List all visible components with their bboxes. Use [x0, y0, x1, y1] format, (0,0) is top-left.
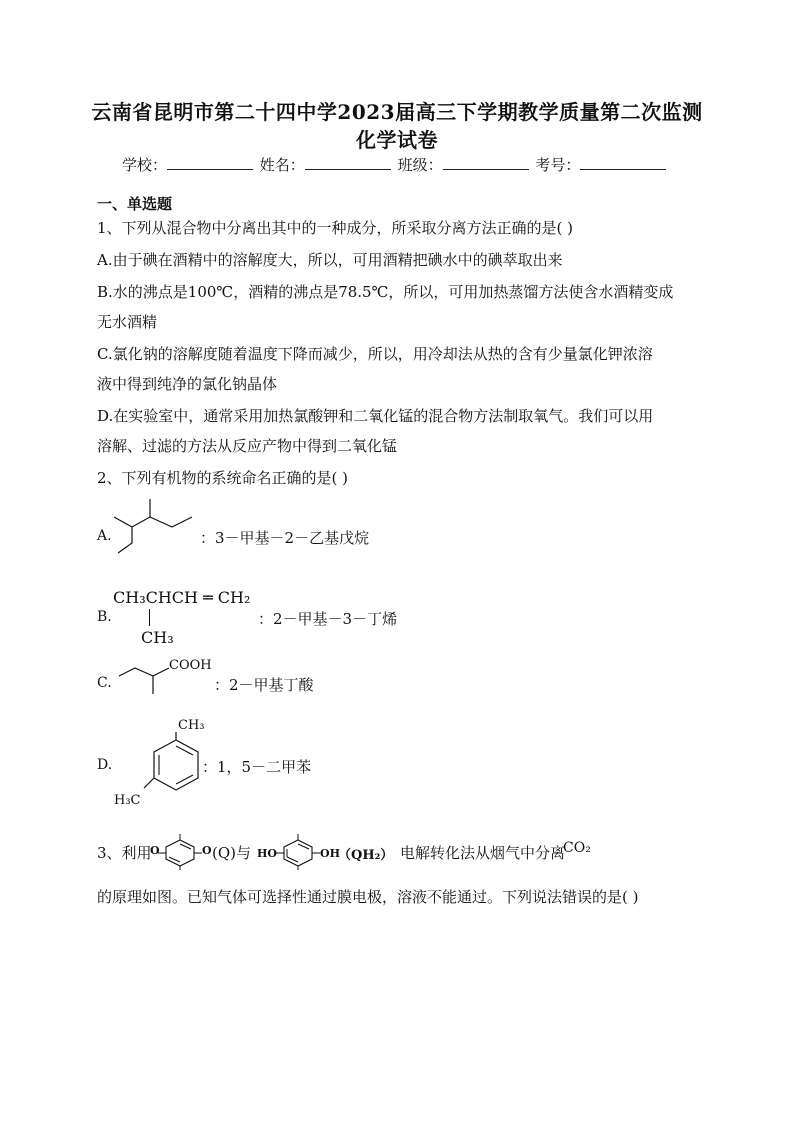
q2-option-b-bond-line: [149, 609, 150, 626]
q2-option-c-skeletal-structure: [115, 662, 175, 700]
q1-option-d-line2: 溶解、过滤的方法从反应产物中得到二氧化锰: [97, 437, 398, 455]
q3-stem-middle: 电解转化法从烟气中分离: [400, 844, 566, 862]
section-title: 一、单选题: [97, 195, 173, 213]
q3-stem-start: 3、利用: [97, 844, 152, 862]
name-blank[interactable]: [305, 155, 391, 170]
q2-option-d-top-methyl: CH₃: [178, 718, 205, 733]
q1-option-c-line1: C.氯化钠的溶解度随着温度下降而减少，所以，用冷却法从热的含有少量氯化钾浓溶: [97, 345, 653, 363]
q1-option-b-line1: B.水的沸点是100℃，酒精的沸点是78.5℃，所以，可用加热蒸馏方法使含水酒精变成: [97, 283, 674, 301]
class-label: 班级：: [397, 156, 443, 174]
exam-title-line1: 云南省昆明市第二十四中学2023届高三下学期教学质量第二次监测: [91, 100, 703, 124]
q2-option-c-cooh-group: COOH: [169, 658, 212, 673]
q3-stem-line2: 的原理如图。已知气体可选择性通过膜电极，溶液不能通过。下列说法错误的是( ): [97, 888, 639, 906]
q2-stem: 2、下列有机物的系统命名正确的是( ): [97, 469, 349, 487]
exam-number-blank[interactable]: [580, 155, 666, 170]
q1-stem: 1、下列从混合物中分离出其中的一种成分，所采取分离方法正确的是( ): [97, 219, 574, 237]
q3-quinone-left-o: O: [150, 844, 160, 857]
q2-option-d-bottom-methyl: H₃C: [114, 793, 141, 808]
q3-hydroquinone-oh: OH: [320, 847, 340, 860]
q2-option-b-label: B.: [97, 609, 112, 625]
q3-qh2-label: （QH₂）: [338, 848, 394, 863]
q2-option-c-name: ：2－甲基丁酸: [214, 676, 314, 694]
q1-option-b-line2: 无水酒精: [97, 313, 158, 331]
q2-option-d-label: D.: [97, 757, 113, 773]
exam-title-line2: 化学试卷: [356, 128, 438, 152]
name-label: 姓名：: [259, 156, 305, 174]
q1-option-d-line1: D.在实验室中，通常采用加热氯酸钾和二氧化锰的混合物方法制取氧气。我们可以用: [97, 407, 654, 425]
q3-quinone-structure: [158, 834, 202, 870]
exam-number-label: 考号：: [535, 156, 581, 174]
class-blank[interactable]: [443, 155, 529, 170]
q2-option-d-benzene-ring: [140, 732, 210, 804]
q3-quinone-right-o: O: [202, 844, 212, 857]
school-label: 学校：: [122, 156, 168, 174]
q2-option-a-label: A.: [97, 528, 112, 544]
q2-option-b-formula-main: CH₃CHCH ═ CH₂: [113, 588, 251, 607]
q3-hydroquinone-ho: HO: [257, 847, 277, 860]
q2-option-a-name: ：3－甲基－2－乙基戊烷: [200, 529, 370, 547]
q2-option-d-name: ：1，5－二甲苯: [202, 758, 312, 776]
q3-hydroquinone-structure: [276, 834, 320, 870]
q2-option-a-skeletal-structure: [108, 495, 208, 557]
student-info-row: [122, 154, 668, 175]
q2-option-b-name: ：2－甲基－3－丁烯: [258, 610, 398, 628]
q1-option-a: A.由于碘在酒精中的溶解度大，所以，可用酒精把碘水中的碘萃取出来: [97, 251, 563, 269]
q3-co2-formula: CO₂: [563, 840, 591, 856]
school-blank[interactable]: [167, 155, 253, 170]
q2-option-c-label: C.: [97, 675, 112, 691]
q3-q-label: (Q)与: [212, 844, 252, 862]
q1-option-c-line2: 液中得到纯净的氯化钠晶体: [97, 375, 278, 393]
q2-option-b-formula-branch: CH₃: [141, 628, 174, 647]
